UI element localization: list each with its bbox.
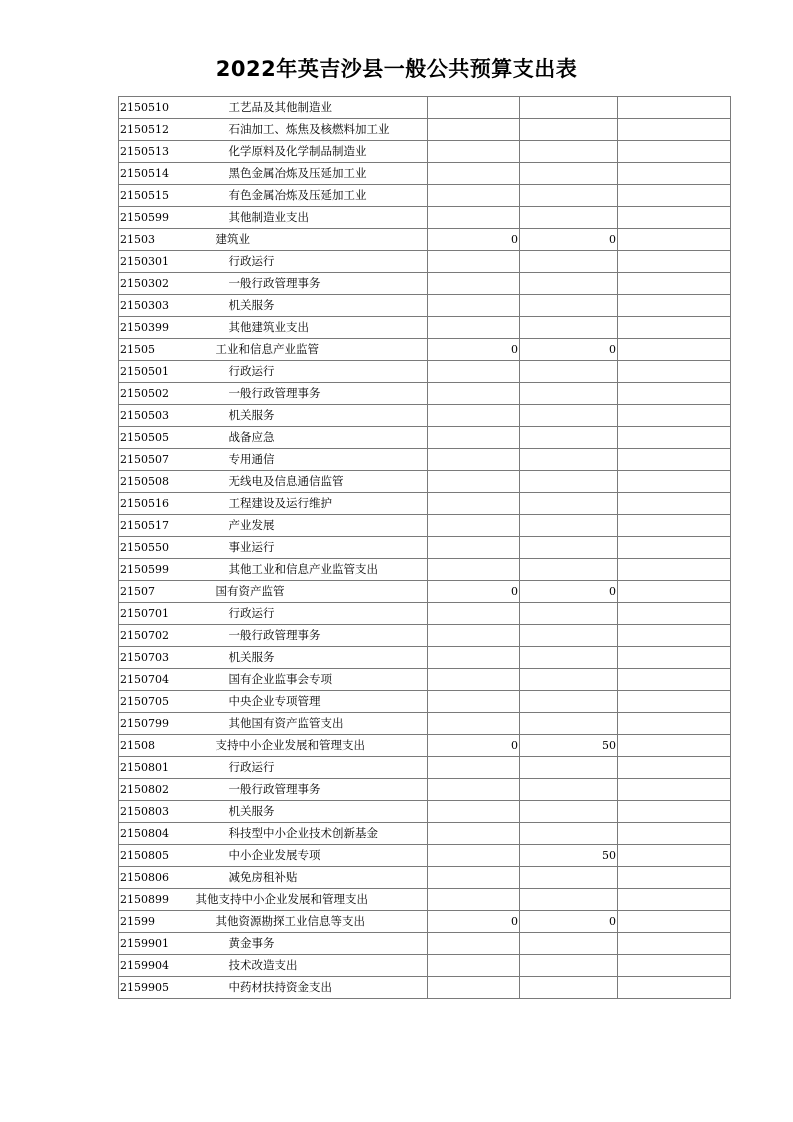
amount-cell-3	[618, 933, 731, 955]
subject-name-cell: 战备应急	[192, 427, 428, 449]
amount-cell-2	[520, 361, 618, 383]
subject-code-cell: 2150802	[119, 779, 192, 801]
amount-cell-1	[428, 361, 520, 383]
subject-code-cell: 2150515	[119, 185, 192, 207]
table-row	[119, 207, 731, 229]
amount-cell-1	[428, 801, 520, 823]
subject-code-cell: 2150516	[119, 493, 192, 515]
amount-cell-2: 0	[520, 911, 618, 933]
amount-cell-3	[618, 955, 731, 977]
amount-cell-1	[428, 691, 520, 713]
amount-cell-1	[428, 251, 520, 273]
table-row	[119, 119, 731, 141]
subject-name-cell: 产业发展	[192, 515, 428, 537]
table-row	[119, 493, 731, 515]
subject-code-cell: 2159905	[119, 977, 192, 999]
amount-cell-2: 0	[520, 229, 618, 251]
amount-cell-3	[618, 361, 731, 383]
amount-cell-1	[428, 515, 520, 537]
amount-cell-1	[428, 779, 520, 801]
amount-cell-3	[618, 537, 731, 559]
amount-cell-3	[618, 427, 731, 449]
amount-cell-3	[618, 713, 731, 735]
subject-code-cell: 2150302	[119, 273, 192, 295]
table-row	[119, 559, 731, 581]
amount-cell-1	[428, 185, 520, 207]
subject-name-cell: 支持中小企业发展和管理支出	[192, 735, 428, 757]
amount-cell-3	[618, 867, 731, 889]
amount-cell-1	[428, 933, 520, 955]
subject-code-cell: 2150805	[119, 845, 192, 867]
amount-cell-2	[520, 603, 618, 625]
subject-code-cell: 2150503	[119, 405, 192, 427]
amount-cell-2	[520, 933, 618, 955]
subject-code-cell: 2150517	[119, 515, 192, 537]
amount-cell-1: 0	[428, 735, 520, 757]
subject-name-cell: 专用通信	[192, 449, 428, 471]
amount-cell-1	[428, 449, 520, 471]
table-row	[119, 251, 731, 273]
amount-cell-1	[428, 97, 520, 119]
amount-cell-3	[618, 207, 731, 229]
subject-name-cell: 行政运行	[192, 603, 428, 625]
amount-cell-2	[520, 515, 618, 537]
amount-cell-1	[428, 141, 520, 163]
amount-cell-1: 0	[428, 229, 520, 251]
subject-name-cell: 其他制造业支出	[192, 207, 428, 229]
table-row	[119, 449, 731, 471]
amount-cell-3	[618, 163, 731, 185]
amount-cell-2	[520, 625, 618, 647]
table-row	[119, 823, 731, 845]
table-row	[119, 537, 731, 559]
amount-cell-3	[618, 669, 731, 691]
subject-name-cell: 有色金属冶炼及压延加工业	[192, 185, 428, 207]
amount-cell-2	[520, 207, 618, 229]
subject-name-cell: 建筑业	[192, 229, 428, 251]
subject-name-cell: 中药材扶持资金支出	[192, 977, 428, 999]
subject-name-cell: 黑色金属冶炼及压延加工业	[192, 163, 428, 185]
amount-cell-1	[428, 559, 520, 581]
amount-cell-1	[428, 295, 520, 317]
amount-cell-2	[520, 383, 618, 405]
amount-cell-1	[428, 493, 520, 515]
amount-cell-1	[428, 713, 520, 735]
table-row	[119, 801, 731, 823]
table-row	[119, 691, 731, 713]
table-row	[119, 867, 731, 889]
amount-cell-1	[428, 955, 520, 977]
amount-cell-1	[428, 537, 520, 559]
table-row	[119, 141, 731, 163]
subject-code-cell: 2150702	[119, 625, 192, 647]
subject-code-cell: 2150301	[119, 251, 192, 273]
amount-cell-3	[618, 273, 731, 295]
amount-cell-3	[618, 383, 731, 405]
subject-code-cell: 2150399	[119, 317, 192, 339]
table-row	[119, 471, 731, 493]
table-row	[119, 581, 731, 603]
subject-name-cell: 机关服务	[192, 295, 428, 317]
amount-cell-3	[618, 603, 731, 625]
amount-cell-1	[428, 845, 520, 867]
subject-code-cell: 21505	[119, 339, 192, 361]
subject-name-cell: 科技型中小企业技术创新基金	[192, 823, 428, 845]
amount-cell-2	[520, 471, 618, 493]
subject-name-cell: 减免房租补贴	[192, 867, 428, 889]
page-title: 2022年英吉沙县一般公共预算支出表	[215, 57, 578, 81]
subject-code-cell: 2150303	[119, 295, 192, 317]
amount-cell-3	[618, 735, 731, 757]
subject-name-cell: 其他工业和信息产业监管支出	[192, 559, 428, 581]
subject-name-cell: 国有企业监事会专项	[192, 669, 428, 691]
table-row	[119, 845, 731, 867]
amount-cell-2: 0	[520, 581, 618, 603]
amount-cell-1	[428, 757, 520, 779]
amount-cell-2	[520, 427, 618, 449]
amount-cell-2	[520, 823, 618, 845]
subject-name-cell: 石油加工、炼焦及核燃料加工业	[192, 119, 428, 141]
amount-cell-2	[520, 955, 618, 977]
amount-cell-2	[520, 757, 618, 779]
subject-name-cell: 中小企业发展专项	[192, 845, 428, 867]
amount-cell-2	[520, 691, 618, 713]
amount-cell-3	[618, 251, 731, 273]
amount-cell-1: 0	[428, 911, 520, 933]
subject-code-cell: 2159901	[119, 933, 192, 955]
amount-cell-3	[618, 339, 731, 361]
subject-name-cell: 一般行政管理事务	[192, 273, 428, 295]
table-row	[119, 383, 731, 405]
subject-code-cell: 2150803	[119, 801, 192, 823]
subject-code-cell: 2150508	[119, 471, 192, 493]
subject-name-cell: 其他支持中小企业发展和管理支出	[192, 889, 428, 911]
amount-cell-3	[618, 977, 731, 999]
table-row	[119, 427, 731, 449]
table-row	[119, 97, 731, 119]
amount-cell-2	[520, 97, 618, 119]
amount-cell-3	[618, 295, 731, 317]
subject-code-cell: 2150502	[119, 383, 192, 405]
subject-code-cell: 21599	[119, 911, 192, 933]
subject-name-cell: 工程建设及运行维护	[192, 493, 428, 515]
amount-cell-2	[520, 801, 618, 823]
amount-cell-1	[428, 603, 520, 625]
amount-cell-2	[520, 559, 618, 581]
amount-cell-2	[520, 713, 618, 735]
table-row	[119, 977, 731, 999]
amount-cell-3	[618, 559, 731, 581]
table-row	[119, 361, 731, 383]
subject-code-cell: 2150804	[119, 823, 192, 845]
amount-cell-1	[428, 119, 520, 141]
subject-name-cell: 行政运行	[192, 251, 428, 273]
subject-code-cell: 21508	[119, 735, 192, 757]
table-row	[119, 229, 731, 251]
amount-cell-3	[618, 405, 731, 427]
amount-cell-2	[520, 867, 618, 889]
table-row	[119, 779, 731, 801]
amount-cell-2	[520, 251, 618, 273]
amount-cell-3	[618, 471, 731, 493]
amount-cell-3	[618, 691, 731, 713]
amount-cell-1	[428, 471, 520, 493]
subject-name-cell: 一般行政管理事务	[192, 383, 428, 405]
table-row	[119, 405, 731, 427]
amount-cell-3	[618, 625, 731, 647]
subject-code-cell: 2150507	[119, 449, 192, 471]
amount-cell-3	[618, 911, 731, 933]
subject-name-cell: 其他国有资产监管支出	[192, 713, 428, 735]
table-row	[119, 757, 731, 779]
amount-cell-1	[428, 405, 520, 427]
subject-name-cell: 一般行政管理事务	[192, 779, 428, 801]
subject-name-cell: 中央企业专项管理	[192, 691, 428, 713]
amount-cell-1	[428, 823, 520, 845]
subject-code-cell: 2150512	[119, 119, 192, 141]
amount-cell-3	[618, 185, 731, 207]
table-row	[119, 713, 731, 735]
amount-cell-2	[520, 317, 618, 339]
subject-code-cell: 2150514	[119, 163, 192, 185]
amount-cell-2	[520, 449, 618, 471]
subject-code-cell: 2150806	[119, 867, 192, 889]
subject-code-cell: 2150501	[119, 361, 192, 383]
table-row	[119, 163, 731, 185]
subject-code-cell: 2150801	[119, 757, 192, 779]
subject-code-cell: 2150899	[119, 889, 192, 911]
subject-code-cell: 2150704	[119, 669, 192, 691]
amount-cell-2	[520, 119, 618, 141]
table-row	[119, 647, 731, 669]
amount-cell-2	[520, 141, 618, 163]
table-row	[119, 339, 731, 361]
amount-cell-2	[520, 273, 618, 295]
amount-cell-3	[618, 801, 731, 823]
amount-cell-2	[520, 889, 618, 911]
amount-cell-1	[428, 977, 520, 999]
amount-cell-3	[618, 449, 731, 471]
table-row	[119, 911, 731, 933]
amount-cell-2	[520, 493, 618, 515]
amount-cell-1	[428, 889, 520, 911]
table-row	[119, 735, 731, 757]
amount-cell-3	[618, 779, 731, 801]
amount-cell-2	[520, 779, 618, 801]
table-row	[119, 669, 731, 691]
amount-cell-3	[618, 647, 731, 669]
subject-name-cell: 行政运行	[192, 757, 428, 779]
amount-cell-3	[618, 757, 731, 779]
subject-name-cell: 事业运行	[192, 537, 428, 559]
subject-name-cell: 行政运行	[192, 361, 428, 383]
amount-cell-2	[520, 537, 618, 559]
table-row	[119, 273, 731, 295]
subject-name-cell: 工艺品及其他制造业	[192, 97, 428, 119]
subject-name-cell: 机关服务	[192, 647, 428, 669]
amount-cell-3	[618, 515, 731, 537]
subject-name-cell: 机关服务	[192, 405, 428, 427]
table-row	[119, 295, 731, 317]
amount-cell-2	[520, 185, 618, 207]
amount-cell-1	[428, 207, 520, 229]
table-row	[119, 625, 731, 647]
table-row	[119, 933, 731, 955]
table-row	[119, 955, 731, 977]
subject-code-cell: 2159904	[119, 955, 192, 977]
subject-code-cell: 2150510	[119, 97, 192, 119]
amount-cell-3	[618, 119, 731, 141]
subject-name-cell: 机关服务	[192, 801, 428, 823]
subject-name-cell: 无线电及信息通信监管	[192, 471, 428, 493]
amount-cell-1: 0	[428, 581, 520, 603]
amount-cell-3	[618, 581, 731, 603]
table-row	[119, 603, 731, 625]
subject-name-cell: 黄金事务	[192, 933, 428, 955]
amount-cell-1	[428, 273, 520, 295]
amount-cell-1	[428, 867, 520, 889]
subject-code-cell: 2150703	[119, 647, 192, 669]
amount-cell-2	[520, 295, 618, 317]
amount-cell-3	[618, 823, 731, 845]
subject-name-cell: 一般行政管理事务	[192, 625, 428, 647]
subject-code-cell: 2150705	[119, 691, 192, 713]
table-row	[119, 515, 731, 537]
amount-cell-2	[520, 405, 618, 427]
amount-cell-2	[520, 669, 618, 691]
subject-code-cell: 2150505	[119, 427, 192, 449]
subject-code-cell: 21507	[119, 581, 192, 603]
amount-cell-2: 50	[520, 735, 618, 757]
subject-code-cell: 21503	[119, 229, 192, 251]
subject-name-cell: 技术改造支出	[192, 955, 428, 977]
subject-code-cell: 2150599	[119, 559, 192, 581]
amount-cell-2	[520, 647, 618, 669]
amount-cell-1	[428, 669, 520, 691]
amount-cell-3	[618, 493, 731, 515]
amount-cell-1	[428, 427, 520, 449]
subject-name-cell: 其他建筑业支出	[192, 317, 428, 339]
amount-cell-3	[618, 845, 731, 867]
amount-cell-3	[618, 889, 731, 911]
amount-cell-3	[618, 97, 731, 119]
subject-code-cell: 2150799	[119, 713, 192, 735]
subject-code-cell: 2150701	[119, 603, 192, 625]
amount-cell-2	[520, 163, 618, 185]
amount-cell-3	[618, 229, 731, 251]
subject-code-cell: 2150599	[119, 207, 192, 229]
amount-cell-1	[428, 625, 520, 647]
amount-cell-2: 0	[520, 339, 618, 361]
table-row	[119, 185, 731, 207]
subject-name-cell: 化学原料及化学制品制造业	[192, 141, 428, 163]
subject-code-cell: 2150550	[119, 537, 192, 559]
amount-cell-3	[618, 141, 731, 163]
amount-cell-2: 50	[520, 845, 618, 867]
amount-cell-1	[428, 317, 520, 339]
table-body	[119, 97, 731, 999]
subject-name-cell: 工业和信息产业监管	[192, 339, 428, 361]
table-row	[119, 317, 731, 339]
amount-cell-2	[520, 977, 618, 999]
table-row	[119, 889, 731, 911]
subject-code-cell: 2150513	[119, 141, 192, 163]
budget-table	[118, 96, 731, 999]
amount-cell-1	[428, 163, 520, 185]
subject-name-cell: 国有资产监管	[192, 581, 428, 603]
amount-cell-1	[428, 383, 520, 405]
amount-cell-1	[428, 647, 520, 669]
amount-cell-1: 0	[428, 339, 520, 361]
subject-name-cell: 其他资源勘探工业信息等支出	[192, 911, 428, 933]
amount-cell-3	[618, 317, 731, 339]
